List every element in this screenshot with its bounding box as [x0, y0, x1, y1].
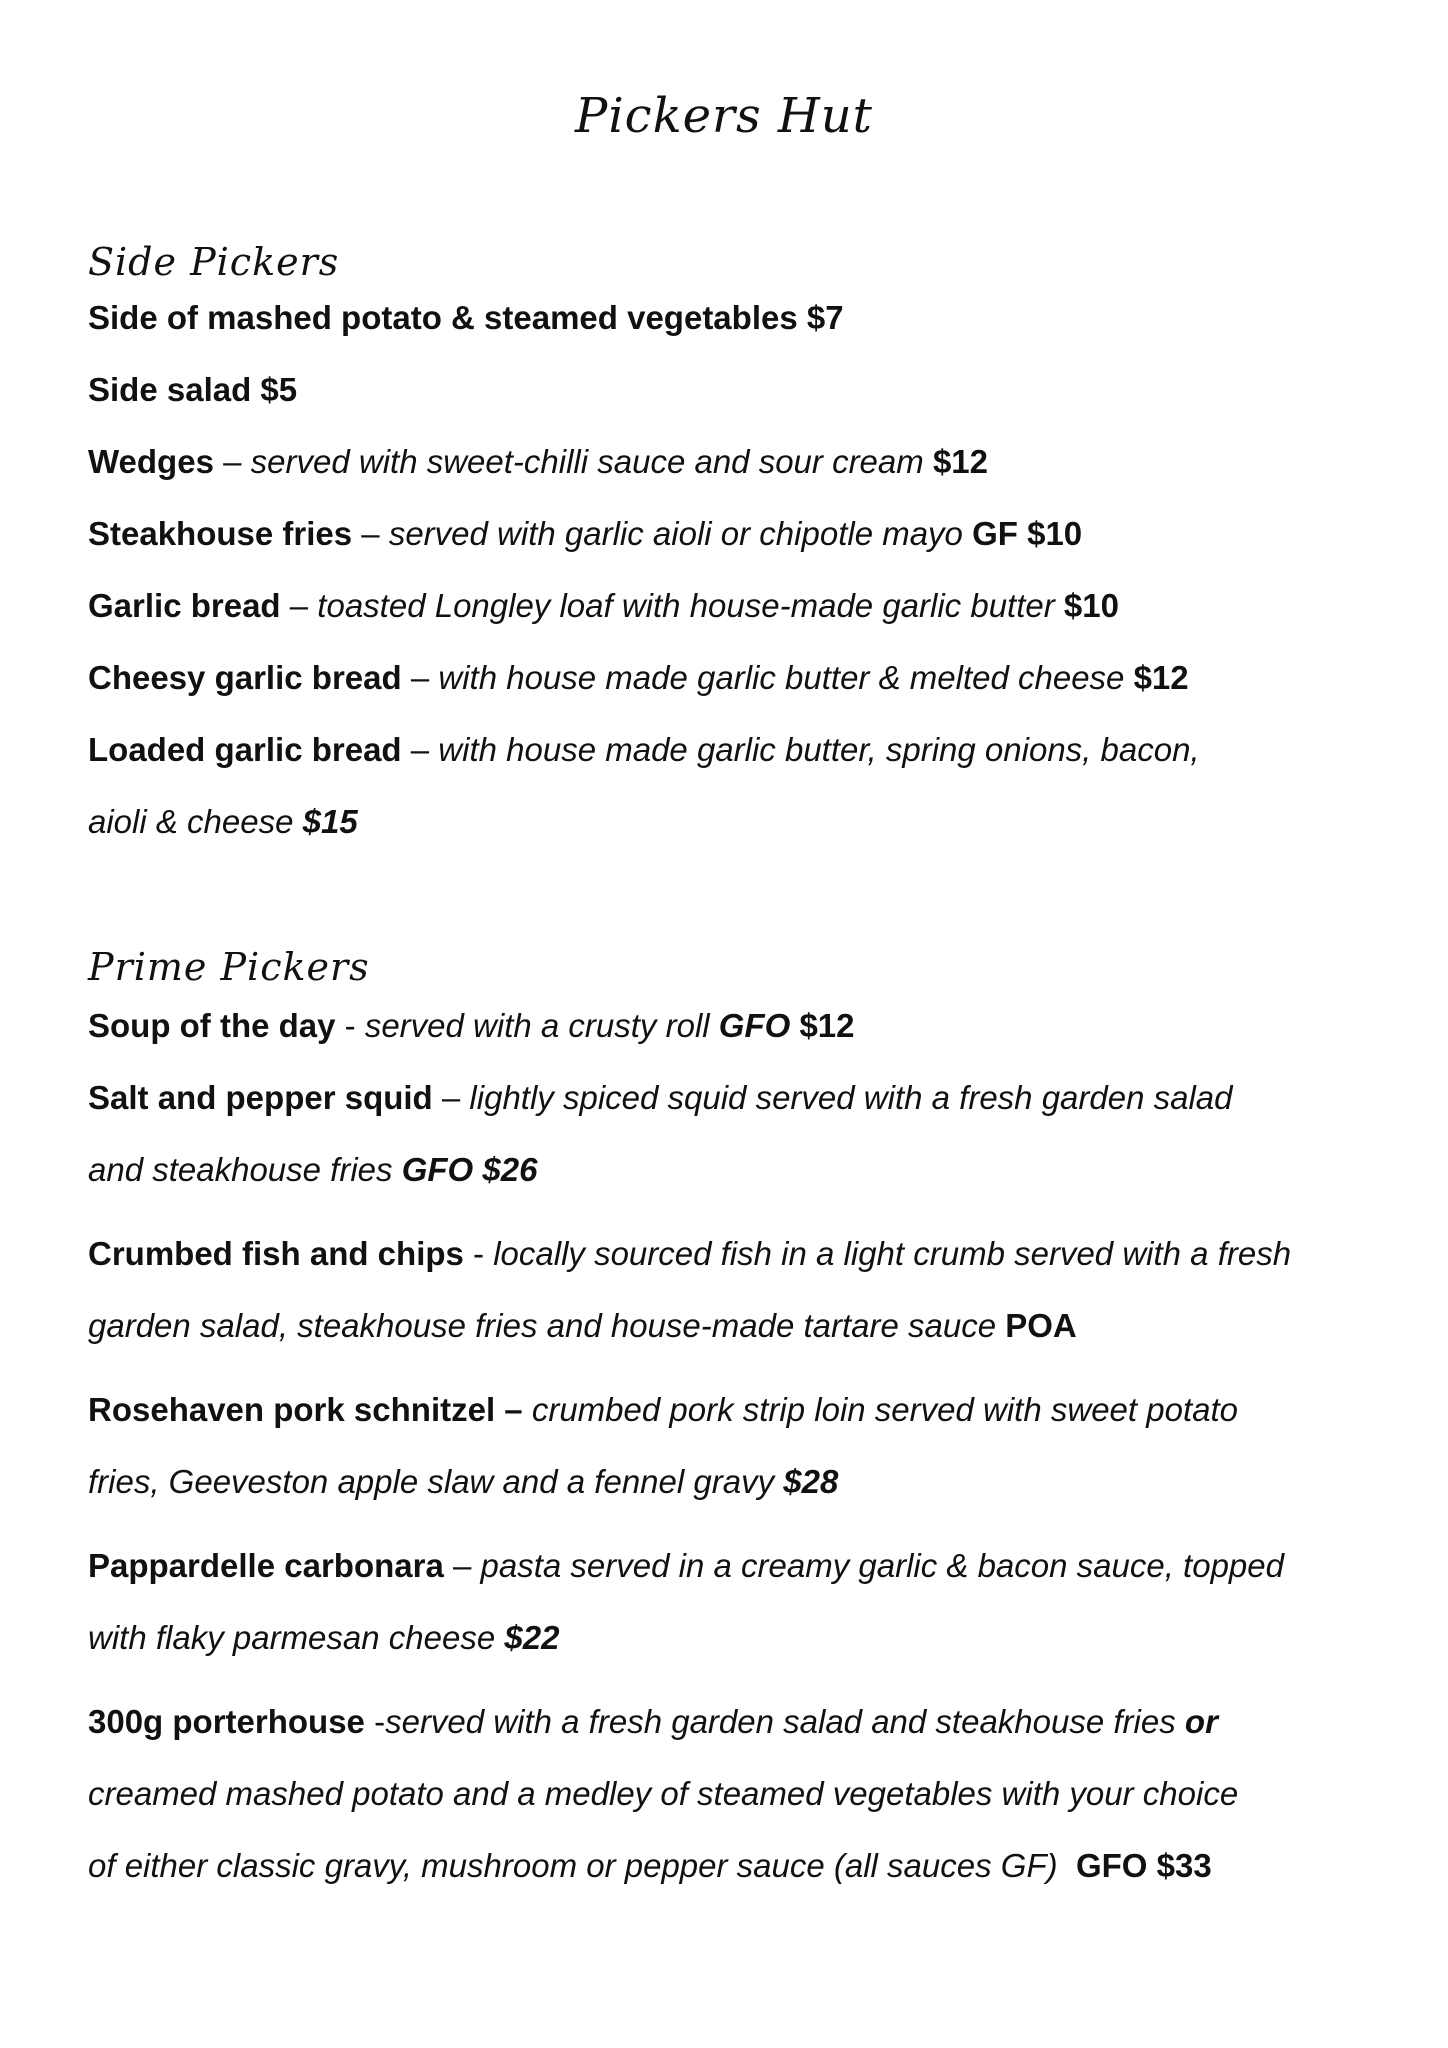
item-separator: –: [213, 443, 251, 480]
item-name: Side salad: [88, 371, 252, 408]
item-description: of either classic gravy, mushroom or pepper sauce (all sauces GF): [88, 1847, 1058, 1884]
item-name: Crumbed fish and chips: [88, 1235, 464, 1272]
item-description: served with a fresh garden salad and steakhouse fries: [385, 1703, 1176, 1740]
item-separator: -: [463, 1235, 494, 1272]
item-price: $5: [260, 371, 298, 408]
item-description: and steakhouse fries: [88, 1151, 393, 1188]
item-name: Side of mashed potato & steamed vegetables: [88, 299, 798, 336]
item-separator: –: [352, 515, 389, 552]
item-name: Salt and pepper squid: [88, 1079, 433, 1116]
item-price: POA: [1005, 1307, 1077, 1344]
menu-item: [88, 426, 1378, 498]
item-separator: –: [401, 731, 439, 768]
menu-item: [88, 990, 1378, 1062]
item-description: served with a crusty roll: [364, 1007, 710, 1044]
menu-item: [88, 1686, 1378, 1902]
item-line: [88, 1062, 1378, 1134]
item-line: [88, 1686, 1378, 1758]
section-heading-side-pickers: Side Pickers: [88, 240, 340, 284]
item-separator: –: [443, 1547, 481, 1584]
item-line: [88, 786, 1378, 858]
item-line: [88, 1602, 1378, 1674]
item-separator: –: [280, 587, 318, 624]
menu-item: [88, 354, 1378, 426]
item-description: fries, Geeveston apple slaw and a fennel gravy: [88, 1463, 775, 1500]
menu-item: [88, 282, 1378, 354]
item-separator: -: [335, 1007, 365, 1044]
item-price: $12: [932, 443, 988, 480]
item-dietary-tag: GF: [972, 515, 1018, 552]
item-price: $12: [799, 1007, 855, 1044]
item-line: [88, 1134, 1378, 1206]
item-price: $28: [783, 1463, 839, 1500]
item-description: with flaky parmesan cheese: [88, 1619, 496, 1656]
item-description: served with sweet-chilli sauce and sour cream: [250, 443, 924, 480]
menu-item: [88, 1374, 1378, 1518]
menu-item: [88, 1530, 1378, 1674]
item-description: with house made garlic butter & melted cheese: [438, 659, 1125, 696]
item-line: [88, 1218, 1378, 1290]
menu-item: [88, 1062, 1378, 1206]
item-name: Rosehaven pork schnitzel: [88, 1391, 496, 1428]
item-line: [88, 1446, 1378, 1518]
item-name: Steakhouse fries: [88, 515, 353, 552]
item-line: [88, 1830, 1378, 1902]
item-description: aioli & cheese: [88, 803, 294, 840]
item-or-connector: or: [1184, 1703, 1218, 1740]
item-description: garden salad, steakhouse fries and house-made tartare sauce: [88, 1307, 997, 1344]
item-price: $7: [806, 299, 844, 336]
item-line: [88, 1290, 1378, 1362]
item-line: [88, 1374, 1378, 1446]
item-price: $33: [1156, 1847, 1212, 1884]
item-price: $22: [504, 1619, 560, 1656]
item-price: $10: [1063, 587, 1119, 624]
menu-title: Pickers Hut: [575, 88, 873, 144]
item-name: Loaded garlic bread: [88, 731, 402, 768]
item-description: with house made garlic butter, spring onions, bacon,: [438, 731, 1200, 768]
item-name: Cheesy garlic bread: [88, 659, 402, 696]
item-description: served with garlic aioli or chipotle mayo: [388, 515, 963, 552]
item-description: lightly spiced squid served with a fresh garden salad: [469, 1079, 1233, 1116]
item-description: pasta served in a creamy garlic & bacon sauce, topped: [480, 1547, 1284, 1584]
item-price: $12: [1133, 659, 1189, 696]
item-name: 300g porterhouse: [88, 1703, 365, 1740]
item-description: crumbed pork strip loin served with sweet potato: [531, 1391, 1238, 1428]
item-separator: –: [432, 1079, 470, 1116]
menu-item: [88, 1218, 1378, 1362]
item-line: [88, 1530, 1378, 1602]
item-price: $10: [1027, 515, 1083, 552]
item-price: $26: [482, 1151, 538, 1188]
item-description: toasted Longley loaf with house-made garlic butter: [317, 587, 1055, 624]
section-heading-prime-pickers: Prime Pickers: [88, 945, 370, 989]
item-line: [88, 1758, 1378, 1830]
item-line: [88, 714, 1378, 786]
item-price: $15: [302, 803, 358, 840]
menu-item: [88, 642, 1378, 714]
item-dietary-tag: GFO: [1075, 1847, 1148, 1884]
menu-item: [88, 714, 1378, 858]
menu-item: [88, 498, 1378, 570]
item-name: Pappardelle carbonara: [88, 1547, 444, 1584]
item-separator: -: [364, 1703, 386, 1740]
item-name: Soup of the day: [88, 1007, 336, 1044]
menu-item: [88, 570, 1378, 642]
item-separator: –: [401, 659, 439, 696]
item-dietary-tag: GFO: [401, 1151, 474, 1188]
item-description: locally sourced fish in a light crumb served with a fresh: [493, 1235, 1292, 1272]
item-dietary-tag: GFO: [718, 1007, 791, 1044]
item-name: Wedges: [88, 443, 214, 480]
item-name: Garlic bread: [88, 587, 281, 624]
item-description: creamed mashed potato and a medley of steamed vegetables with your choice: [88, 1775, 1239, 1812]
item-separator: –: [495, 1391, 532, 1428]
